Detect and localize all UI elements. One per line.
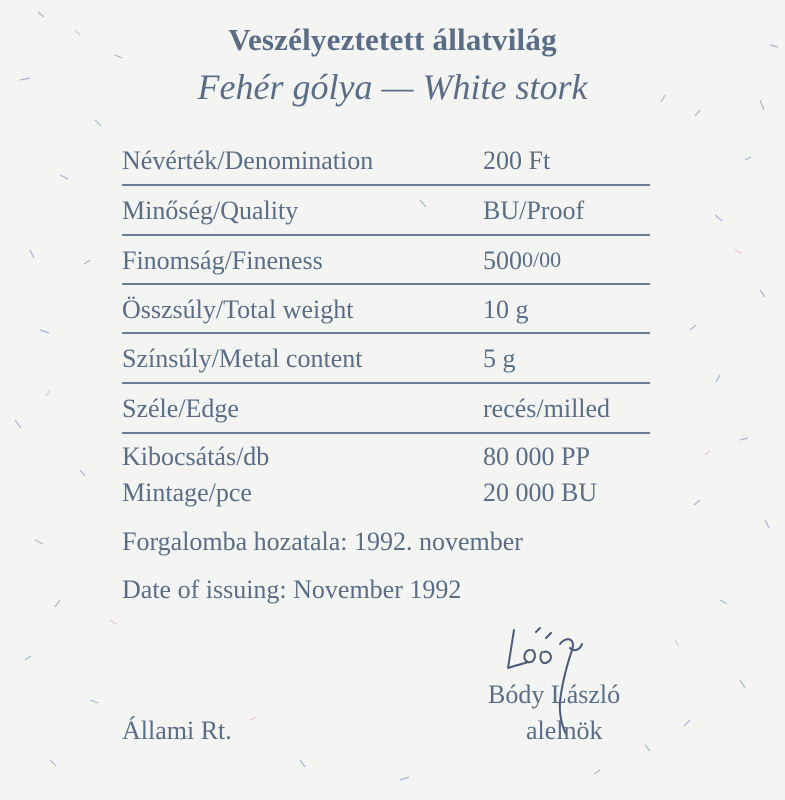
spec-value: recés/milled [483,394,611,423]
row-divider [122,332,650,334]
spec-label: Színsúly/Metal content [122,344,363,373]
mintage-label-hu: Kibocsátás/db [122,442,270,471]
row-divider [122,283,650,285]
certificate-subtitle: Fehér gólya — White stork [197,67,588,107]
per-mille-sign: 0/00 [522,247,562,272]
row-divider [122,432,650,434]
mintage-label-en: Mintage/pce [122,478,252,507]
spec-value: 200 Ft [483,146,551,175]
mintage-value-bu: 20 000 BU [483,478,598,507]
spec-row-fineness [122,240,650,284]
mintage-value-pp: 80 000 PP [483,442,590,471]
spec-row-denomination [122,140,650,184]
row-divider [122,184,650,186]
spec-label: Összsúly/Total weight [122,295,354,324]
spec-value: 5 g [483,344,516,373]
spec-value [483,246,561,276]
signer-name: Bódy László [488,680,621,709]
row-divider [122,382,650,384]
spec-row-metal-content [122,338,650,382]
row-divider [122,234,650,236]
spec-row-quality [122,190,650,234]
spec-label: Széle/Edge [122,394,239,423]
issuer-name: Állami Rt. [122,716,232,745]
issue-date-en: Date of issuing: November 1992 [122,575,462,604]
fineness-number: 500 [483,246,522,275]
spec-value: 10 g [483,295,529,324]
spec-row-edge [122,388,650,432]
spec-label: Minőség/Quality [122,196,299,225]
spec-label: Finomság/Fineness [122,246,323,275]
signer-title: alelnök [526,716,603,745]
certificate-title: Veszélyeztetett állatvilág [228,22,557,57]
spec-label: Névérték/Denomination [122,146,374,175]
spec-row-total-weight [122,289,650,333]
issue-date-hu: Forgalomba hozatala: 1992. november [122,527,523,556]
spec-value: BU/Proof [483,196,585,225]
